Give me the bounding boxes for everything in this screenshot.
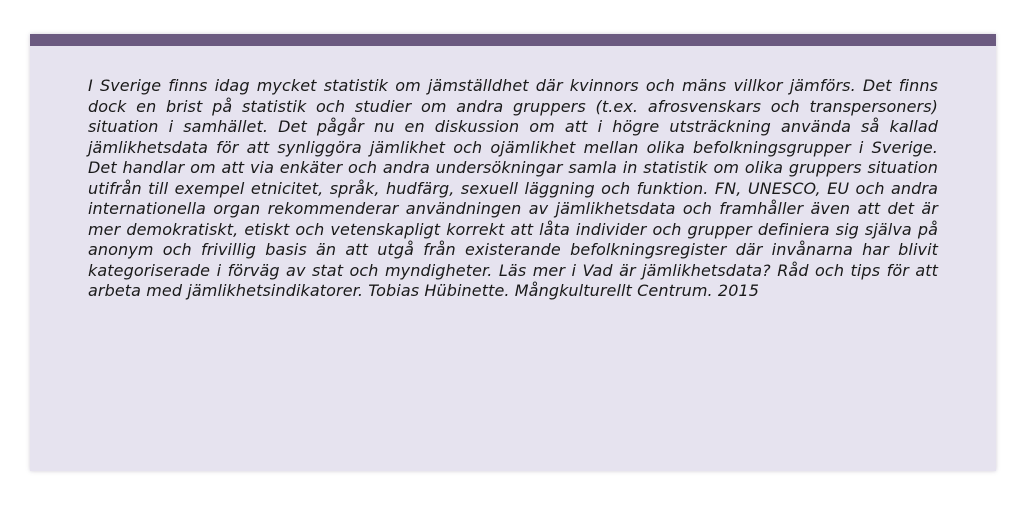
paragraph-body: I Sverige finns idag mycket statistik om jämställdhet där kvinnors och mäns villkor jämförs. Det finns dock en brist på statistik och studier om andra gruppers (t.ex. afrosvenskars och transpersoners) situation i samhället. Det pågår nu en diskussion om att i högre utsträckning använda så kallad jämlikhetsdata för att synliggöra jämlikhet och ojämlikhet mellan olika befolkningsgrupper i Sverige. Det handlar om att via enkäter och andra undersökningar samla in statistik om olika gruppers situation utifrån till exempel etnicitet, språk, hudfärg, sexuell läggning och funktion. FN, UNESCO, EU och andra internationella organ rekommenderar användningen av jämlikhetsdata och framhåller även att det är mer demokratiskt, etiskt och vetenskapligt korrekt att låta individer och grupper definiera sig själva på anonym och frivillig basis än att utgå från existerande befolkningsregister där invånarna har blivit kategoriserade i förväg av stat och myndigheter. Läs mer i bbox=[88, 76, 938, 280]
info-paragraph bbox=[88, 76, 938, 302]
reference-details: . Tobias Hübinette. Mångkulturellt Centrum. 2015 bbox=[357, 281, 760, 300]
info-box bbox=[30, 34, 996, 471]
reference-title: Vad är jämlikhetsdata? Råd och tips för att arbeta med jämlikhetsindikatorer bbox=[88, 260, 938, 300]
